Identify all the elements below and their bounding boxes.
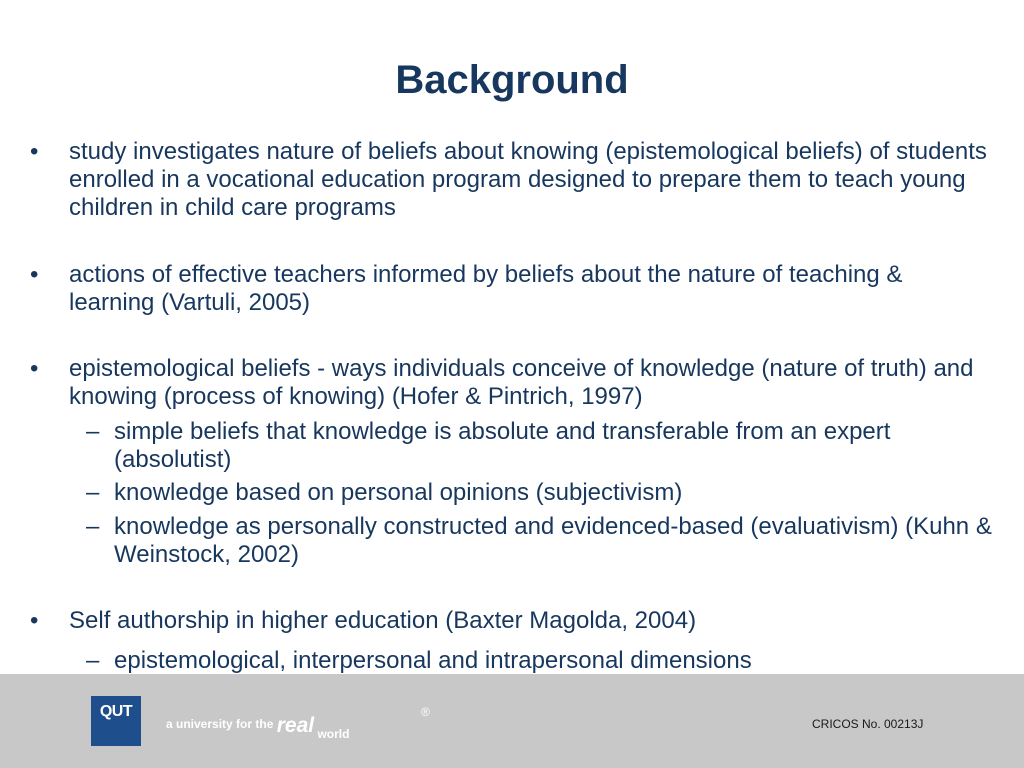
- bullet-text: study investigates nature of beliefs about knowing (epistemological beliefs) of students enrolled in a vocational education program designed to prepare them to teach young children in child care programs: [69, 138, 987, 221]
- sub-bullet-text: epistemological, interpersonal and intrapersonal dimensions: [114, 647, 752, 674]
- sub-bullet-marker: –: [86, 418, 100, 445]
- slide-title: Background: [395, 58, 629, 102]
- sub-bullet-marker: –: [86, 479, 100, 506]
- bullet-text: Self authorship in higher education (Baxter Magolda, 2004): [69, 607, 697, 634]
- sub-bullet-text: knowledge as personally constructed and evidenced-based (evaluativism) (Kuhn & Weinstock, 2002): [114, 513, 992, 568]
- bullet-marker: •: [30, 261, 39, 288]
- registered-mark: ®: [421, 705, 430, 719]
- qut-logo-text: QUT: [99, 703, 133, 720]
- cricos-number: CRICOS No. 00213J: [812, 717, 924, 731]
- tagline: [166, 714, 349, 741]
- tagline-real: real: [276, 714, 315, 737]
- bullet-text: actions of effective teachers informed by beliefs about the nature of teaching & learning (Vartuli, 2005): [69, 261, 903, 316]
- footer-bar: [0, 674, 1024, 768]
- bullet-marker: •: [30, 138, 39, 165]
- tagline-world: world: [317, 727, 350, 741]
- bullet-text: epistemological beliefs - ways individuals conceive of knowledge (nature of truth) and knowing (process of knowing) (Hofer & Pintrich, 1997): [69, 355, 974, 410]
- sub-bullet-marker: –: [86, 647, 100, 674]
- sub-bullet-marker: –: [86, 513, 100, 540]
- qut-logo: [91, 696, 141, 746]
- bullet-marker: •: [30, 607, 39, 634]
- sub-bullet-text: simple beliefs that knowledge is absolute and transferable from an expert (absolutist): [114, 418, 891, 473]
- tagline-prefix: a university for the: [166, 717, 274, 731]
- sub-bullet-text: knowledge based on personal opinions (subjectivism): [114, 479, 683, 506]
- bullet-marker: •: [30, 355, 39, 382]
